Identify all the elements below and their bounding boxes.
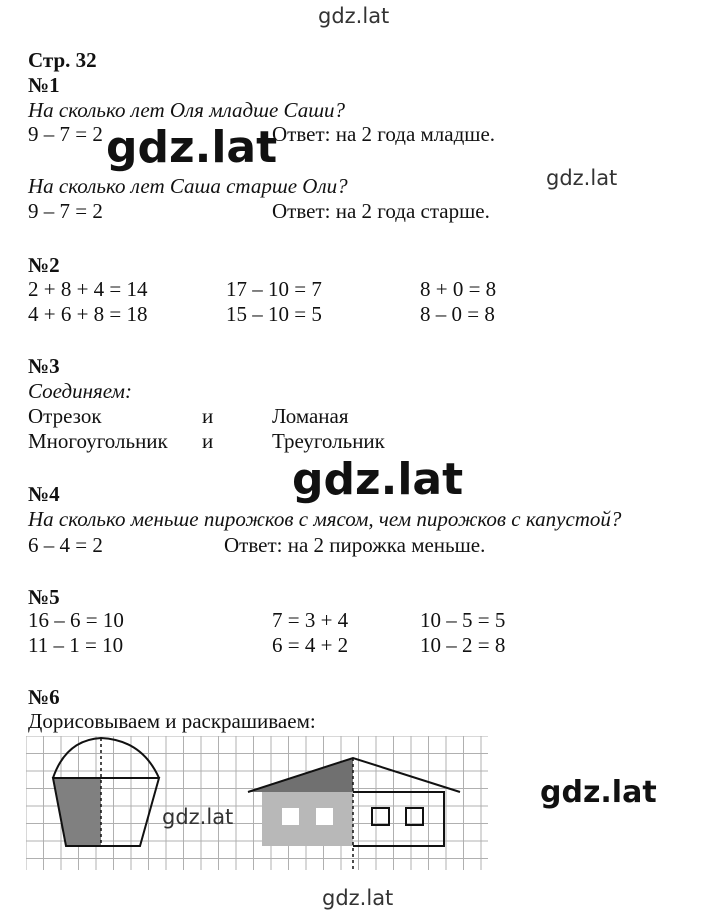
task2-cell: 2 + 8 + 4 = 14: [28, 277, 148, 301]
task1-answer-2: Ответ: на 2 года старше.: [272, 199, 490, 223]
task1-number: №1: [28, 73, 60, 97]
bucket-lid-arc: [53, 738, 159, 778]
house-window-2: [316, 808, 333, 825]
watermark-large-center: gdz.lat: [292, 454, 464, 505]
house-wall-outline: [353, 792, 444, 846]
task3-cell: Многоугольник: [28, 429, 168, 453]
task5-cell: 6 = 4 + 2: [272, 633, 349, 657]
house-window-4: [406, 808, 423, 825]
watermark-side-bold: gdz.lat: [540, 775, 657, 810]
watermark-drawing: gdz.lat: [162, 805, 234, 829]
task5-cell: 16 – 6 = 10: [28, 608, 124, 632]
task1-equation-2: 9 – 7 = 2: [28, 199, 103, 223]
task3-intro: Соединяем:: [28, 379, 132, 403]
page-title: Стр. 32: [28, 48, 97, 72]
task2-cell: 17 – 10 = 7: [226, 277, 322, 301]
task3-cell: и: [202, 404, 214, 428]
task1-question-2: На сколько лет Саша старше Оли?: [28, 174, 348, 198]
task5-number: №5: [28, 585, 60, 609]
task2-number: №2: [28, 253, 60, 277]
task2-cell: 8 – 0 = 8: [420, 302, 495, 326]
task1-question-1: На сколько лет Оля младше Саши?: [28, 98, 346, 122]
task6-intro: Дорисовываем и раскрашиваем:: [28, 709, 316, 733]
task4-number: №4: [28, 482, 60, 506]
task2-cell: 4 + 6 + 8 = 18: [28, 302, 148, 326]
task3-cell: Отрезок: [28, 404, 102, 428]
task3-cell: Треугольник: [272, 429, 385, 453]
task4-answer: Ответ: на 2 пирожка меньше.: [224, 533, 486, 557]
task5-cell: 10 – 5 = 5: [420, 608, 506, 632]
watermark-bottom: gdz.lat: [322, 886, 394, 910]
house-window-1: [282, 808, 299, 825]
task5-cell: 7 = 3 + 4: [272, 608, 349, 632]
task3-cell: Ломаная: [272, 404, 349, 428]
task5-cell: 11 – 1 = 10: [28, 633, 124, 657]
task4-question: На сколько меньше пирожков с мясом, чем пирожков с капустой?: [28, 507, 622, 531]
task3-number: №3: [28, 354, 60, 378]
house-window-3: [372, 808, 389, 825]
task2-cell: 8 + 0 = 8: [420, 277, 497, 301]
task2-cell: 15 – 10 = 5: [226, 302, 322, 326]
house-wall-left-filled: [262, 792, 353, 846]
task5-cell: 10 – 2 = 8: [420, 633, 506, 657]
task4-equation: 6 – 4 = 2: [28, 533, 103, 557]
watermark-top: gdz.lat: [318, 4, 390, 28]
task1-equation-1: 9 – 7 = 2: [28, 122, 103, 146]
watermark-large: gdz.lat: [106, 122, 278, 173]
watermark-side: gdz.lat: [546, 166, 618, 190]
task6-number: №6: [28, 685, 60, 709]
task1-answer-1: Ответ: на 2 года младше.: [272, 122, 496, 146]
task3-cell: и: [202, 429, 214, 453]
grid-drawing: [26, 736, 488, 870]
